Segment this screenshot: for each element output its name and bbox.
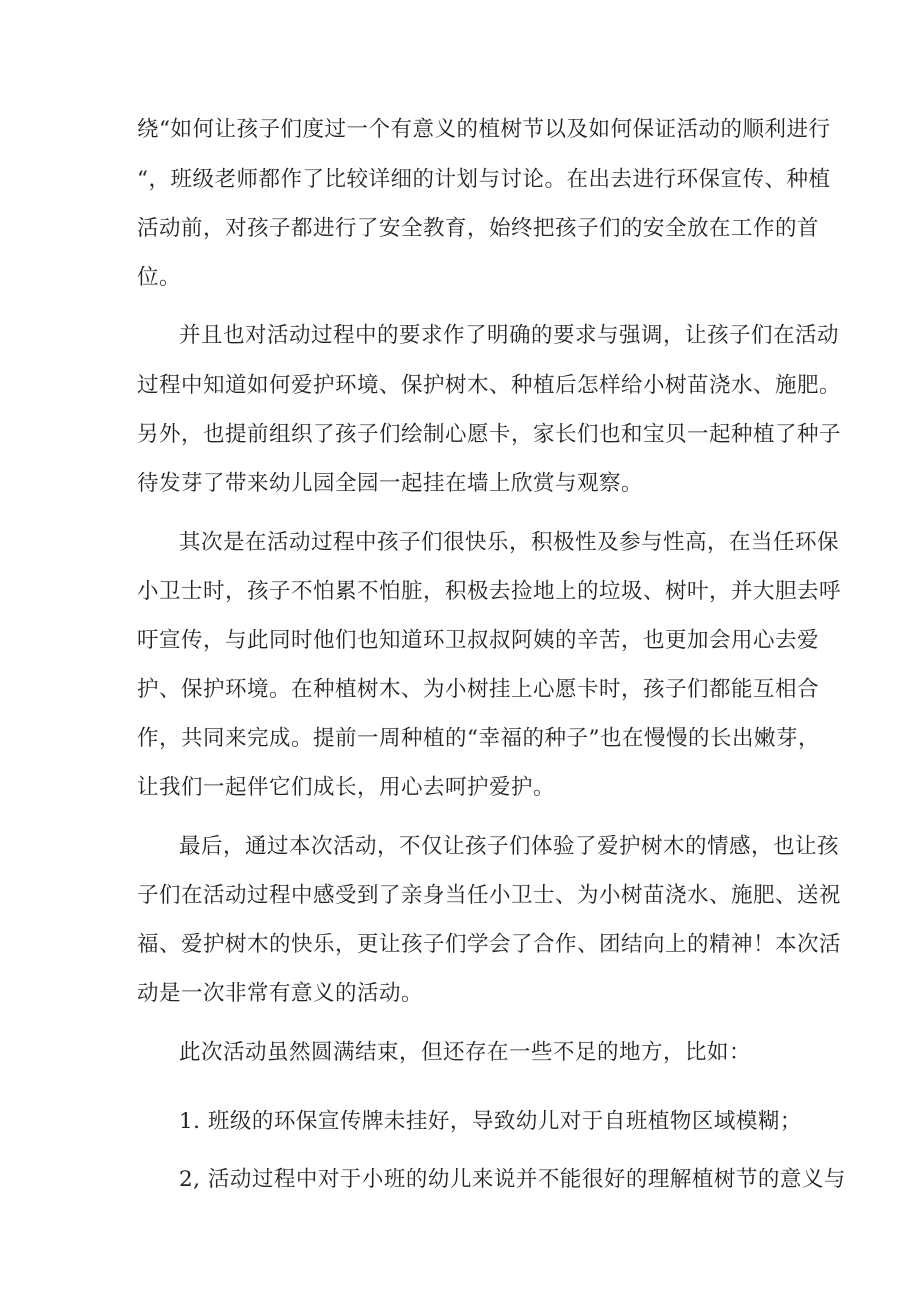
text-line: 并且也对活动过程中的要求作了明确的要求与强调，让孩子们在活动 (179, 323, 840, 348)
text-line: 另外，也提前组织了孩子们绘制心愿卡，家长们也和宝贝一起种植了种子 (137, 422, 842, 447)
text-line: 福、爱护树木的快乐，更让孩子们学会了合作、团结向上的精神！本次活 (137, 932, 842, 957)
text-line: 作，共同来完成。提前一周种植的“幸福的种子”也在慢慢的长出嫩芽， (137, 726, 820, 751)
text-line: 绕“如何让孩子们度过一个有意义的植树节以及如何保证活动的顺利进行 (137, 117, 831, 142)
text-line: 子们在活动过程中感受到了亲身当任小卫士、为小树苗浇水、施肥、送祝 (137, 883, 842, 908)
text-line: 最后，通过本次活动，不仅让孩子们体验了爱护树木的情感，也让孩 (179, 834, 840, 859)
text-line: 小卫士时，孩子不怕累不怕脏，积极去捡地上的垃圾、树叶，并大胆去呼 (137, 579, 842, 604)
text-line: 护、保护环境。在种植树木、为小树挂上心愿卡时，孩子们都能互相合 (137, 677, 820, 702)
text-line: 待发芽了带来幼儿园全园一起挂在墙上欣赏与观察。 (137, 471, 644, 496)
text-line: 位。 (137, 265, 182, 290)
text-line: 过程中知道如何爱护环境、保护树木、种植后怎样给小树苗浇水、施肥。 (137, 373, 842, 398)
text-line: 活动前，对孩子都进行了安全教育，始终把孩子们的安全放在工作的首 (137, 216, 820, 241)
text-line: “，班级老师都作了比较详细的计划与讨论。在出去进行环保宣传、种植 (137, 167, 831, 192)
text-line: 此次活动虽然圆满结束，但还存在一些不足的地方，比如： (179, 1040, 752, 1065)
text-line: 1. 班级的环保宣传牌未挂好，导致幼儿对于自班植物区域模糊； (179, 1109, 802, 1134)
text-line: 让我们一起伴它们成长，用心去呵护爱护。 (137, 775, 556, 800)
text-line: 其次是在活动过程中孩子们很快乐，积极性及参与性高，在当任环保 (179, 530, 840, 555)
text-line: 吁宣传，与此同时他们也知道环卫叔叔阿姨的辛苦，也更加会用心去爱 (137, 628, 820, 653)
text-line: 动是一次非常有意义的活动。 (137, 981, 424, 1006)
text-line: 2, 活动过程中对于小班的幼儿来说并不能很好的理解植树节的意义与 (179, 1167, 846, 1192)
